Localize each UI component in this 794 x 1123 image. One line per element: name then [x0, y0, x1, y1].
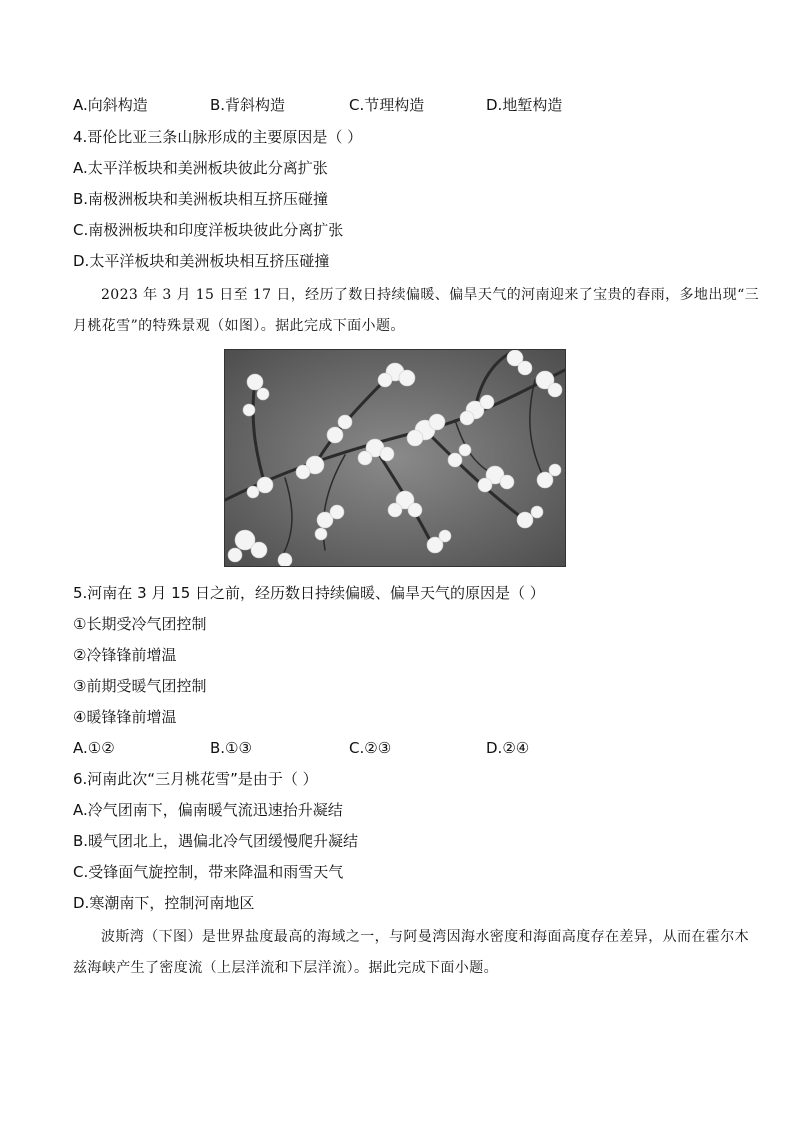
- passage-persian-gulf: 波斯湾（下图）是世界盐度最高的海域之一，与阿曼湾因海水密度和海面高度存在差异，从而在霍尔木兹海峡产生了密度流（上层洋流和下层洋流）。据此完成下面小题。: [73, 929, 749, 976]
- q3-option-b[interactable]: B.背斜构造: [210, 96, 286, 114]
- q6-option-d[interactable]: D.寒潮南下，控制河南地区: [73, 894, 255, 912]
- q4-stem: 4.哥伦比亚三条山脉形成的主要原因是（ ）: [73, 128, 363, 146]
- q4-option-c[interactable]: C.南极洲板块和印度洋板块彼此分离扩张: [73, 221, 344, 239]
- q6-option-b[interactable]: B.暖气团北上，遇偏北冷气团缓慢爬升凝结: [73, 832, 359, 850]
- q5-option-a[interactable]: A.①②: [73, 739, 115, 757]
- passage-peach-snow: 2023 年 3 月 15 日至 17 日，经历了数日持续偏暖、偏旱天气的河南迎来了宝贵的春雨，多地出现“三月桃花雪”的特殊景观（如图）。据此完成下面小题。: [73, 287, 760, 334]
- q3-option-a[interactable]: A.向斜构造: [73, 96, 148, 114]
- q5-statement-3: ③前期受暖气团控制: [73, 677, 207, 695]
- q6-option-c[interactable]: C.受锋面气旋控制，带来降温和雨雪天气: [73, 863, 344, 881]
- q3-option-c[interactable]: C.节理构造: [349, 96, 425, 114]
- q5-option-b[interactable]: B.①③: [210, 739, 252, 757]
- peach-blossom-snow-photo: [224, 349, 566, 567]
- q6-option-a[interactable]: A.冷气团南下，偏南暖气流迅速抬升凝结: [73, 801, 343, 819]
- q3-option-d[interactable]: D.地堑构造: [486, 96, 563, 114]
- q5-option-c[interactable]: C.②③: [349, 739, 392, 757]
- q4-option-a[interactable]: A.太平洋板块和美洲板块彼此分离扩张: [73, 159, 328, 177]
- q5-stem: 5.河南在 3 月 15 日之前，经历数日持续偏暖、偏旱天气的原因是（ ）: [73, 584, 545, 602]
- q4-option-d[interactable]: D.太平洋板块和美洲板块相互挤压碰撞: [73, 252, 330, 270]
- q5-option-d[interactable]: D.②④: [486, 739, 530, 757]
- q6-stem: 6.河南此次“三月桃花雪”是由于（ ）: [73, 770, 318, 788]
- q5-statement-1: ①长期受冷气团控制: [73, 615, 207, 633]
- q5-statement-2: ②冷锋锋前增温: [73, 646, 177, 664]
- q4-option-b[interactable]: B.南极洲板块和美洲板块相互挤压碰撞: [73, 190, 329, 208]
- peach-blossom-illustration: [225, 350, 565, 566]
- q5-statement-4: ④暖锋锋前增温: [73, 708, 177, 726]
